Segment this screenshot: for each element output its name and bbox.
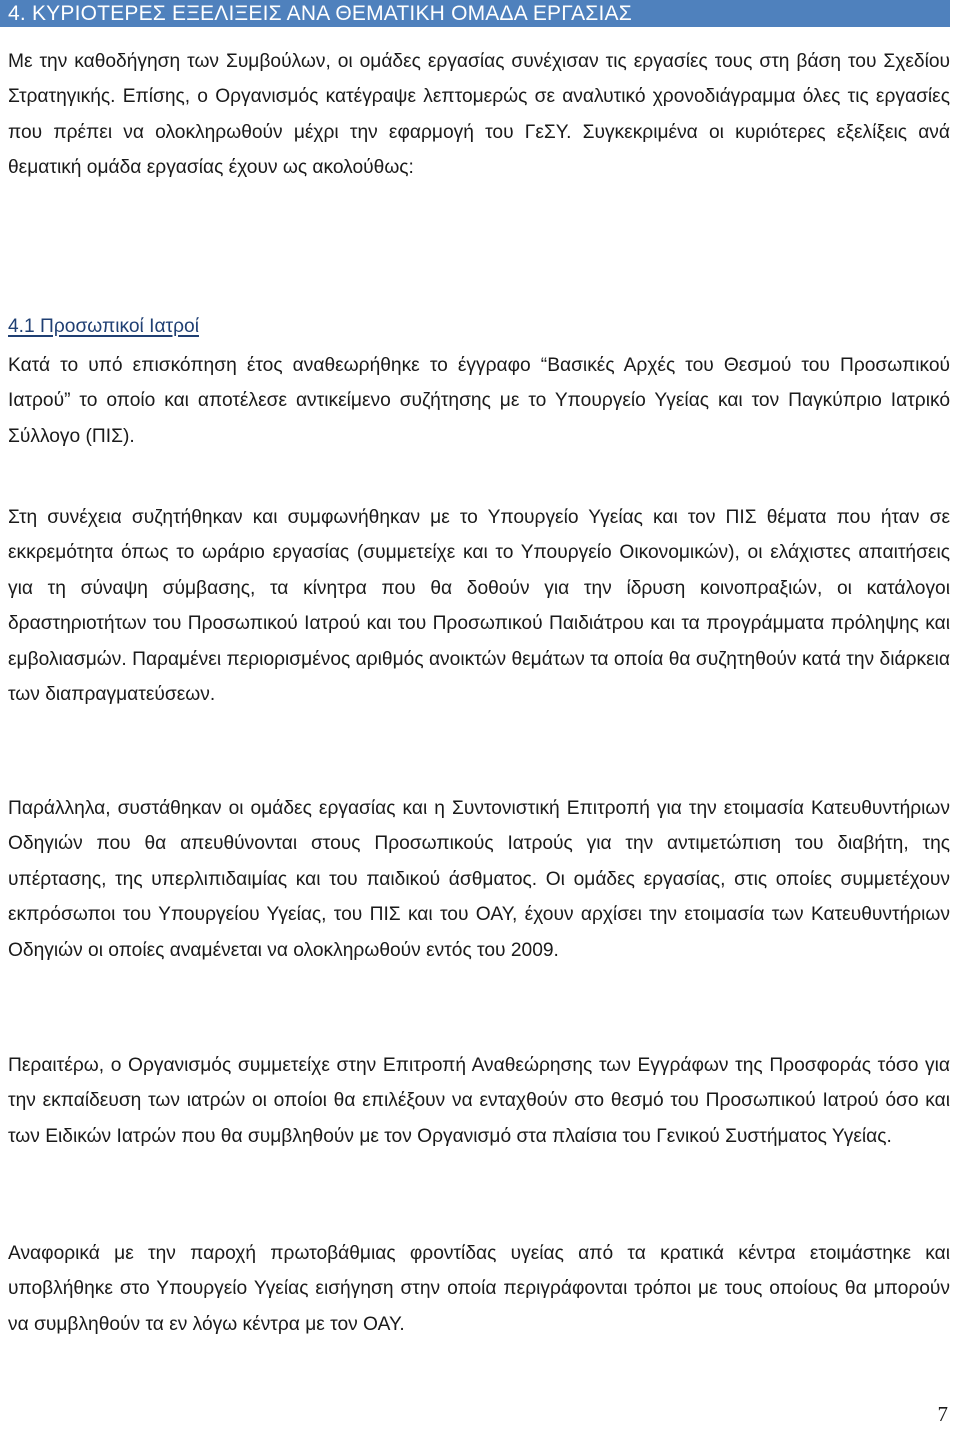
body-paragraph: Κατά το υπό επισκόπηση έτος αναθεωρήθηκε το έγγραφο “Βασικές Αρχές του Θεσμού του Προσωπικού Ιατρού” το οποίο και αποτέλεσε αντικείμενο συζήτησης με το Υπουργείο Υγείας και τον Παγκύπριο Ιατρικό Σύλλογο (ΠΙΣ). bbox=[8, 355, 950, 447]
body-paragraph: Αναφορικά με την παροχή πρωτοβάθμιας φροντίδας υγείας από τα κρατικά κέντρα ετοιμάστηκε και υποβλήθηκε στο Υπουργείο Υγείας εισήγηση στην οποία περιγράφονται τρόποι με τους οποίους θα μπορούν να συμβληθούν τα εν λόγω κέντρα με τον ΟΑΥ. bbox=[8, 1243, 950, 1335]
body-paragraph: Παράλληλα, συστάθηκαν οι ομάδες εργασίας και η Συντονιστική Επιτροπή για την ετοιμασία Κατευθυντήριων Οδηγιών που θα απευθύνονται στους Προσωπικούς Ιατρούς για την αντιμετώπιση του διαβήτη, της υπέρτασης, της υπερλιπιδαιμίας και του παιδικού άσθματος. Οι ομάδες εργασίας, στις οποίες συμμετέχουν εκπρόσωποι του Υπουργείου Υγείας, του ΠΙΣ και του ΟΑΥ, έχουν αρχίσει την ετοιμασία των Κατευθυντήριων Οδηγιών οι οποίες αναμένεται να ολοκληρωθούν εντός του 2009. bbox=[8, 798, 950, 961]
intro-paragraph: Με την καθοδήγηση των Συμβούλων, οι ομάδες εργασίας συνέχισαν τις εργασίες τους στη βάση του Σχεδίου Στρατηγικής. Επίσης, ο Οργανισμός κατέγραψε λεπτομερώς σε αναλυτικό χρονοδιάγραμμα όλες τις εργασίες που πρέπει να ολοκληρωθούν μέχρι την εφαρμογή του ΓεΣΥ. Συγκεκριμένα οι κυριότερες εξελίξεις ανά θεματική ομάδα εργασίας έχουν ως ακολούθως: bbox=[8, 51, 950, 179]
page-number: 7 bbox=[937, 1402, 948, 1426]
subsection-heading: 4.1 Προσωπικοί Ιατροί bbox=[8, 316, 199, 337]
section-heading: 4. ΚΥΡΙΟΤΕΡΕΣ ΕΞΕΛΙΞΕΙΣ ΑΝΑ ΘΕΜΑΤΙΚΗ ΟΜΑΔΑ ΕΡΓΑΣΙΑΣ bbox=[0, 0, 950, 27]
body-paragraph: Περαιτέρω, ο Οργανισμός συμμετείχε στην Επιτροπή Αναθεώρησης των Εγγράφων της Προσφοράς τόσο για την εκπαίδευση των ιατρών οι οποίοι θα επιλέξουν να ενταχθούν στο θεσμό του Προσωπικού Ιατρού όσο και των Ειδικών Ιατρών που θα συμβληθούν με τον Οργανισμό στα πλαίσια του Γενικού Συστήματος Υγείας. bbox=[8, 1055, 950, 1147]
body-paragraph: Στη συνέχεια συζητήθηκαν και συμφωνήθηκαν με το Υπουργείο Υγείας και τον ΠΙΣ θέματα που ήταν σε εκκρεμότητα όπως το ωράριο εργασίας (συμμετείχε και το Υπουργείο Οικονομικών), οι ελάχιστες απαιτήσεις για τη σύναψη σύμβασης, τα κίνητρα που θα δοθούν για την ίδρυση κοινοπραξιών, οι κατάλογοι δραστηριοτήτων του Προσωπικού Ιατρού και του Προσωπικού Παιδιάτρου και τα προγράμματα πρόληψης και εμβολιασμών. Παραμένει περιορισμένος αριθμός ανοικτών θεμάτων τα οποία θα συζητηθούν κατά την διάρκεια των διαπραγματεύσεων. bbox=[8, 507, 950, 706]
